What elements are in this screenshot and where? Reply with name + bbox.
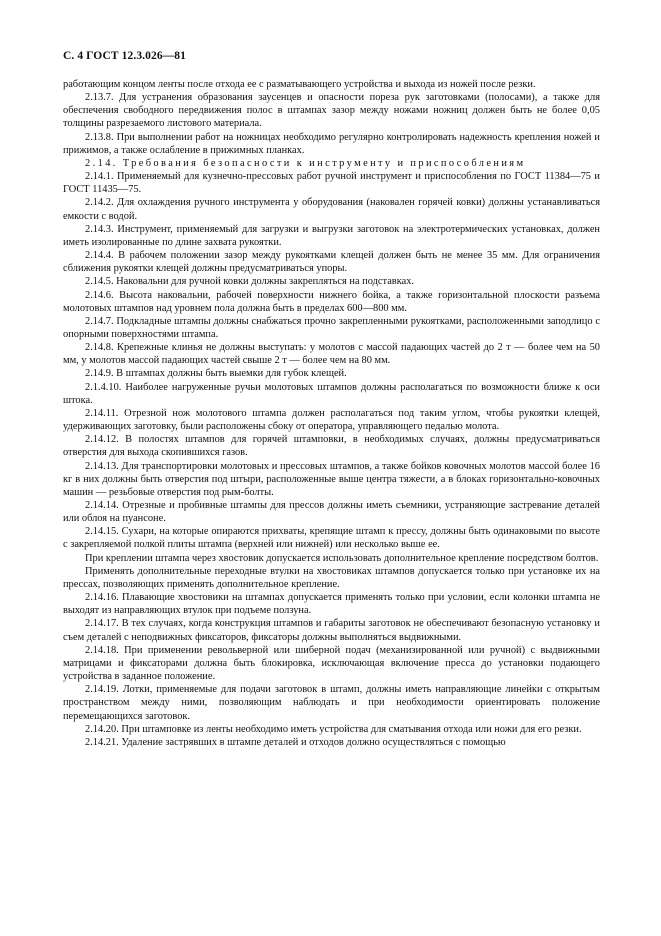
paragraph: 2.13.7. Для устранения образования заусенцев и опасности пореза рук заготовками (полосами), а также для обеспечения свободного передвижения полос в штампах зазор между ножами ножниц должен быть не более 0,05 толщины разрезаемого листового материала. [63, 92, 600, 130]
paragraph: 2.14.12. В полостях штампов для горячей штамповки, в необходимых случаях, должны предусматриваться отверстия для выхода скопившихся газов. [63, 434, 600, 459]
paragraph: 2.14.16. Плавающие хвостовики на штампах допускается применять только при условии, если колонки штампа не выходят из направляющих втулок при подъеме ползуна. [63, 592, 600, 617]
paragraph: При креплении штампа через хвостовик допускается использовать дополнительное крепление посредством болтов. [85, 552, 599, 564]
paragraph: 2.14.1. Применяемый для кузнечно-прессовых работ ручной инструмент и приспособления по ГОСТ 11384—75 и ГОСТ 11435—75. [63, 171, 600, 196]
paragraph: 2.14.8. Крепежные клинья не должны выступать: у молотов с массой падающих частей до 2 т — более чем на 50 мм, у молотов массой падающих частей свыше 2 т — более чем на 80 мм. [63, 342, 600, 367]
section-heading: 2.14. Требования безопасности к инструменту и приспособлениям [85, 157, 526, 169]
paragraph: 2.14.15. Сухари, на которые опираются прихваты, крепящие штамп к прессу, должны быть одинаковыми по высоте с закрепляемой полкой плиты штампа (верхней или нижней) или несколько выше ее. [63, 526, 600, 551]
page-header: С. 4 ГОСТ 12.3.026—81 [63, 50, 186, 62]
paragraph: Применять дополнительные переходные втулки на хвостовиках штампов допускается только при установке их на прессах, позволяющих применять дополнительное крепление. [63, 565, 600, 590]
paragraph: 2.14.4. В рабочем положении зазор между рукоятками клещей должен быть не менее 35 мм. Для ограничения сближения рукоятки клещей должны предусматриваться упоры. [63, 250, 600, 275]
document-page [63, 49, 600, 749]
document-body [63, 78, 600, 749]
paragraph: 2.14.6. Высота наковальни, рабочей поверхности нижнего бойка, а также горизонтальной плоскости разъема молотовых штампов над уровнем пола должна быть в пределах 600—800 мм. [63, 289, 600, 314]
paragraph: 2.14.20. При штамповке из ленты необходимо иметь устройства для сматывания отхода или ножи для его резки. [85, 723, 582, 735]
paragraph: 2.14.3. Инструмент, применяемый для загрузки и выгрузки заготовок на электротермических установках, должен иметь изолированные по длине захвата рукоятки. [63, 223, 600, 248]
paragraph: 2.14.5. Наковальни для ручной ковки должны закрепляться на подставках. [85, 276, 415, 288]
paragraph: 2.14.13. Для транспортировки молотовых и прессовых штампов, а также бойков ковочных молотов массой более 16 кг в них должны быть отверстия под штыри, расположенные выше центра тяжести, а в блоках горизонтально-ковочных машин — резьбовые отверстия под рым-болты. [63, 460, 600, 498]
paragraph: 2.13.8. При выполнении работ на ножницах необходимо регулярно контролировать надежность крепления ножей и прижимов, а также ослабление в прижимных планках. [63, 131, 600, 156]
paragraph: работающим концом ленты после отхода ее с разматывающего устройства и выхода из ножей после резки. [63, 79, 536, 90]
paragraph: 2.1.4.10. Наиболее нагруженные ручьи молотовых штампов должны располагаться по возможности ближе к оси штока. [63, 381, 600, 406]
paragraph: 2.14.11. Отрезной нож молотового штампа должен располагаться под таким углом, чтобы рукоятки клещей, удерживающих заготовку, были расположены сбоку от оператора, управляющего педалью молота. [63, 407, 600, 433]
paragraph: 2.14.7. Подкладные штампы должны снабжаться прочно закрепленными рукоятками, расположенными заподлицо с опорными поверхностями штампа. [63, 315, 600, 340]
paragraph: 2.14.2. Для охлаждения ручного инструмента у оборудования (наковален горячей ковки) должны устанавливаться емкости с водой. [63, 197, 600, 222]
paragraph: 2.14.9. В штампах должны быть выемки для губок клещей. [85, 368, 347, 380]
paragraph: 2.14.21. Удаление застрявших в штампе деталей и отходов должно осуществляться с помощью [85, 736, 506, 748]
paragraph: 2.14.19. Лотки, применяемые для подачи заготовок в штамп, должны иметь направляющие линейки с открытым пространством между ними, позволяющим наблюдать и при необходимости ориентировать положение перемещающихся заготовок. [63, 684, 600, 722]
paragraph: 2.14.18. При применении револьверной или шиберной подач (механизированной или ручной) с выдвижными матрицами и фиксаторами должна быть блокировка, исключающая включение пресса до установки подающего устройства в заданное положение. [63, 644, 600, 683]
paragraph: 2.14.14. Отрезные и пробивные штампы для прессов должны иметь съемники, устраняющие застревание деталей или облоя на пуансоне. [63, 500, 600, 525]
paragraph: 2.14.17. В тех случаях, когда конструкция штампов и габариты заготовок не обеспечивают безопасную установку и съем деталей с неподвижных фиксаторов, фиксаторы должны выполняться выдвижными. [63, 618, 600, 643]
